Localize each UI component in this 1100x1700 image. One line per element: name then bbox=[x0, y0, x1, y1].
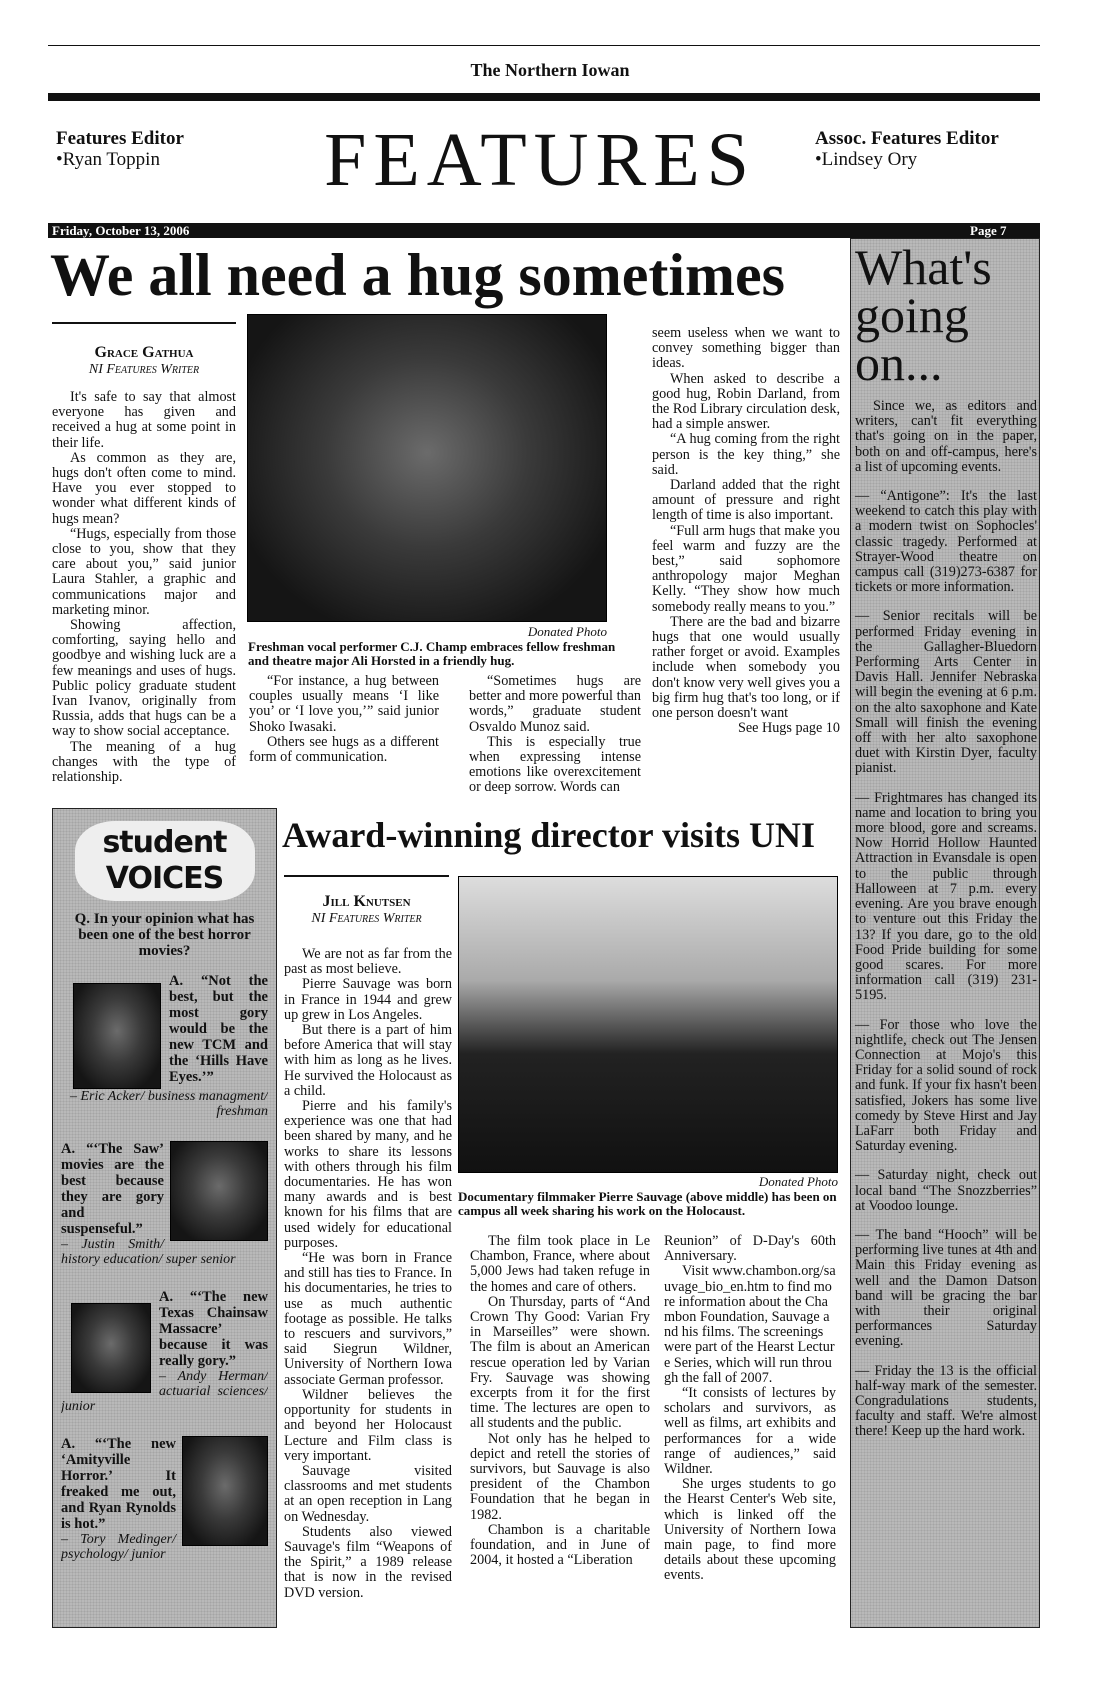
director-headline: Award-winning director visits UNI bbox=[282, 815, 816, 855]
date-bar bbox=[48, 223, 1040, 238]
answer bbox=[61, 1141, 268, 1267]
paragraph: “A hug coming from the right person is the key thing,” she said. bbox=[652, 431, 840, 478]
answer bbox=[61, 973, 268, 1119]
photo-caption: Freshman vocal performer C.J. Champ embraces fellow freshman and theatre major Ali Horsted in a friendly hug. bbox=[248, 639, 616, 668]
masthead-bar bbox=[48, 93, 1040, 101]
event-item: — Senior recitals will be performed Friday evening in the Gallagher-Bluedorn Performing Arts Center in Davis Hall. Jennifer Nebraska will begin the evening at 6 p.m. on the alto saxophone and Kate Small will finish the evening off with her alto saxophone duet with Kirstin Dyer, faculty pianist. bbox=[855, 608, 1037, 777]
answer-text: A. “‘The new ‘Amityville Horror.’ It freaked me out, and Ryan Rynolds is hot.” bbox=[61, 1436, 176, 1532]
jump-link[interactable]: See Hugs page 10 bbox=[737, 720, 840, 737]
paragraph: Darland added that the right amount of pressure and right length of time is also important. bbox=[652, 477, 840, 524]
paragraph: We are not as far from the past as most believe. bbox=[284, 946, 452, 978]
answer-text: A. “‘The Saw’ movies are the best because they are gory and suspenseful.” bbox=[61, 1141, 164, 1237]
events-list bbox=[855, 399, 1037, 1440]
paragraph: Reunion” of D-Day's 60th Anniversary. bbox=[664, 1234, 836, 1265]
page-number: Page 7 bbox=[970, 223, 1007, 238]
director-column-1 bbox=[284, 947, 452, 1601]
paragraph: There are the bad and bizarre hugs that one would usually rather forget or avoid. Examples include when somebody you don't know very well gives you a big firm hug that's too long, or if one person doesn't want bbox=[652, 613, 840, 722]
paragraph: Students also viewed Sauvage's film “Weapons of the Spirit,” a 1989 release that is now in the revised DVD version. bbox=[284, 1523, 452, 1601]
paragraph: Wildner believes the opportunity for students in and beyond her Holocaust Lecture and Film class is very important. bbox=[284, 1386, 452, 1464]
photo-caption: Documentary filmmaker Pierre Sauvage (above middle) has been on campus all week sharing his work on the Holocaust. bbox=[458, 1189, 837, 1218]
author-role: NI Features Writer bbox=[311, 911, 422, 926]
answer-text: A. “Not the best, but the most gory would be the new TCM and the ‘Hills Have Eyes.’” bbox=[169, 973, 268, 1085]
paragraph: “It consists of lectures by scholars and survivors, as well as films, art exhibits and performances for a wide range of audiences,” said Wildner. bbox=[664, 1385, 836, 1478]
byline-rule bbox=[284, 875, 449, 877]
assoc-name: •Lindsey Ory bbox=[815, 149, 918, 170]
student-photo bbox=[182, 1436, 268, 1546]
hug-column-2 bbox=[249, 674, 439, 765]
hug-column-1 bbox=[52, 390, 236, 785]
issue-date: Friday, October 13, 2006 bbox=[52, 223, 190, 238]
author-name: Jill Knutsen bbox=[322, 893, 411, 910]
answer bbox=[61, 1289, 268, 1414]
top-rule bbox=[48, 45, 1040, 46]
section-title: FEATURES bbox=[324, 118, 756, 202]
hug-column-4 bbox=[652, 326, 840, 736]
paragraph: “Sometimes hugs are better and more powerful than words,” graduate student Osvaldo Munoz said. bbox=[469, 673, 641, 735]
events-intro: Since we, as editors and writers, can't fit everything that's going on in the paper, both on and off-campus, here's a list of upcoming events. bbox=[855, 398, 1037, 475]
features-editor bbox=[56, 128, 184, 170]
director-column-3 bbox=[664, 1234, 836, 1584]
event-item: — “Antigone”: It's the last weekend to catch this play with a modern twist on Sophocles' classic tragedy. Performed at Strayer-Wood theatre on campus call (319)273-6387 for tickets or more information. bbox=[855, 488, 1037, 596]
paragraph: She urges students to go the Hearst Center's Web site, which is linked off the University of Northern Iowa main page, to find more details about these upcoming events. bbox=[664, 1476, 836, 1584]
paragraph: “Hugs, especially from those close to you, show that they care about you,” said junior Laura Stahler, a graphic and communications major and marketing minor. bbox=[52, 525, 236, 618]
paper-name: The Northern Iowan bbox=[470, 60, 630, 80]
paragraph: It's safe to say that almost everyone has given and received a hug at some point in their life. bbox=[52, 389, 236, 451]
paragraph: Chambon is a charitable foundation, and in June of 2004, it hosted a “Liberation bbox=[470, 1521, 650, 1569]
paragraph: “He was born in France and still has ties to France. In his documentaries, he tries to use as much authentic footage as possible. He talks to rescuers and survivors,” said Siegrun Wildner, University of Northern Iowa associate German professor. bbox=[284, 1250, 452, 1388]
paragraph: Sauvage visited classrooms and met students at an open reception in Lang on Wednesday. bbox=[284, 1462, 452, 1525]
paragraph: As common as they are, hugs don't often come to mind. Have you ever stopped to wonder what different kinds of hugs mean? bbox=[52, 449, 236, 527]
event-item: — For those who love the nightlife, check out The Jensen Connection at Mojo's this Friday for a solid sound of rock and funk. If your fix hasn't been satisfied, Jokers has some live comedy by Steve Hirst and Jay LaFarr both Friday and Saturday evening. bbox=[855, 1016, 1037, 1155]
byline-rule bbox=[52, 322, 236, 324]
paragraph: “For instance, a hug between couples usually means ‘I like you’ or ‘I love you,’” said junior Shoko Iwasaki. bbox=[249, 673, 439, 735]
events-title: What's going on... bbox=[855, 239, 992, 391]
editor-name: •Ryan Toppin bbox=[56, 149, 160, 170]
paragraph: seem useless when we want to convey something bigger than ideas. bbox=[652, 325, 840, 372]
hug-byline bbox=[52, 344, 236, 378]
assoc-editor bbox=[815, 128, 999, 170]
events-sidebar bbox=[850, 238, 1040, 1628]
student-photo bbox=[71, 1303, 151, 1393]
director-byline bbox=[284, 893, 449, 927]
photo-credit: Donated Photo bbox=[758, 1174, 838, 1189]
hug-photo bbox=[247, 314, 607, 622]
paragraph: The film took place in Le Chambon, France, where about 5,000 Jews had taken refuge in the homes and care of others. bbox=[470, 1233, 650, 1295]
photo-credit: Donated Photo bbox=[527, 624, 607, 639]
assoc-role: Assoc. Features Editor bbox=[815, 128, 999, 149]
answer bbox=[61, 1436, 268, 1562]
paragraph: Pierre and his family's experience was one that had been shared by many, and he works to share its lessons with others through his film documentaries. He has won many awards and is best known for his films that are used widely for educational purposes. bbox=[284, 1098, 452, 1251]
paragraph: The meaning of a hug changes with the type of relationship. bbox=[52, 738, 236, 786]
student-voices-logo: student VOICES bbox=[75, 821, 255, 901]
director-photo bbox=[458, 876, 838, 1173]
answer-author: – Justin Smith/ history education/ super senior bbox=[61, 1237, 236, 1267]
hug-column-3 bbox=[469, 674, 641, 796]
event-item: — Friday the 13 is the official half-way mark of the semester. Congradulations students, faculty and staff. We're almost there! Keep up the hard work. bbox=[855, 1362, 1037, 1440]
paragraph: This is especially true when expressing intense emotions like overexcitement or deep sorrow. Words can bbox=[469, 733, 641, 796]
event-item: — The band “Hooch” will be performing live tunes at 4th and Main this Friday evening as well and the Damon Datson band will be gracing the bar with their original performances Saturday evening. bbox=[855, 1226, 1037, 1350]
answer-author: – Tory Medinger/ psychology/ junior bbox=[61, 1532, 176, 1562]
author-name: Grace Gathua bbox=[94, 344, 194, 361]
editor-role: Features Editor bbox=[56, 128, 184, 149]
question: Q. In your opinion what has been one of the best horror movies? bbox=[74, 911, 255, 959]
paragraph: Showing affection, comforting, saying hello and goodbye and wishing luck are a few meanings and uses of hugs. Public policy graduate student Ivan Ivanov, originally from Russia, adds that hugs can be a way to show social acceptance. bbox=[52, 617, 236, 740]
answer-author: – Eric Acker/ business managment/ freshman bbox=[69, 1089, 268, 1119]
paragraph: On Thursday, parts of “And Crown Thy Good: Varian Fry in Marseilles” were shown. The film is about an American rescue operation led by Varian Fry. Sauvage was showing excerpts from it for the first time. The lectures are open to all students and the public. bbox=[470, 1293, 650, 1432]
paragraph: When asked to describe a good hug, Robin Darland, from the Rod Library circulation desk, had a simple answer. bbox=[652, 370, 840, 433]
answer-text: A. “‘The new Texas Chainsaw Massacre’ because it was really gory.” bbox=[159, 1289, 268, 1369]
student-voices-box bbox=[52, 808, 277, 1628]
student-photo bbox=[73, 983, 161, 1089]
hug-headline: We all need a hug sometimes bbox=[50, 242, 785, 308]
director-column-2 bbox=[470, 1234, 650, 1568]
student-photo bbox=[170, 1141, 268, 1241]
paragraph: Pierre Sauvage was born in France in 1944 and grew up grew in Los Angeles. bbox=[284, 976, 452, 1023]
event-item: — Saturday night, check out local band “The Snozzberries” at Voodoo lounge. bbox=[855, 1167, 1037, 1214]
answer-author: – Andy Herman/ actuarial sciences/ junior bbox=[61, 1369, 268, 1414]
paragraph: But there is a part of him before America that will stay with him as long as he lives. He survived the Holocaust as a child. bbox=[284, 1022, 452, 1099]
paragraph: Visit www.chambon.org/sauvage_bio_en.htm to find more information about the Chambon Foundation, Sauvage and his films. The screenings were part of the Hearst Lecture Series, which will run through the fall of 2007. bbox=[664, 1263, 836, 1386]
author-role: NI Features Writer bbox=[88, 362, 200, 377]
paragraph: Others see hugs as a different form of communication. bbox=[249, 733, 439, 766]
paragraph: Not only has he helped to depict and retell the stories of survivors, but Sauvage is also president of the Chambon Foundation that he began in 1982. bbox=[470, 1430, 650, 1523]
event-item: — Frightmares has changed its name and location to bring you more blood, gore and screams. Now Horrid Hollow Haunted Attraction in Evansdale is open to the public through Halloween at 7 p.m. every evening. Are you brave enough to venture out this Friday the 13? If you dare, go to the old Food Pride building for some good scares. For more information call (319) 231-5195. bbox=[855, 789, 1037, 1004]
paragraph: “Full arm hugs that make you feel warm and fuzzy are the best,” said sophomore anthropology major Meghan Kelly. “They show how much somebody really means to you.” bbox=[652, 522, 840, 615]
